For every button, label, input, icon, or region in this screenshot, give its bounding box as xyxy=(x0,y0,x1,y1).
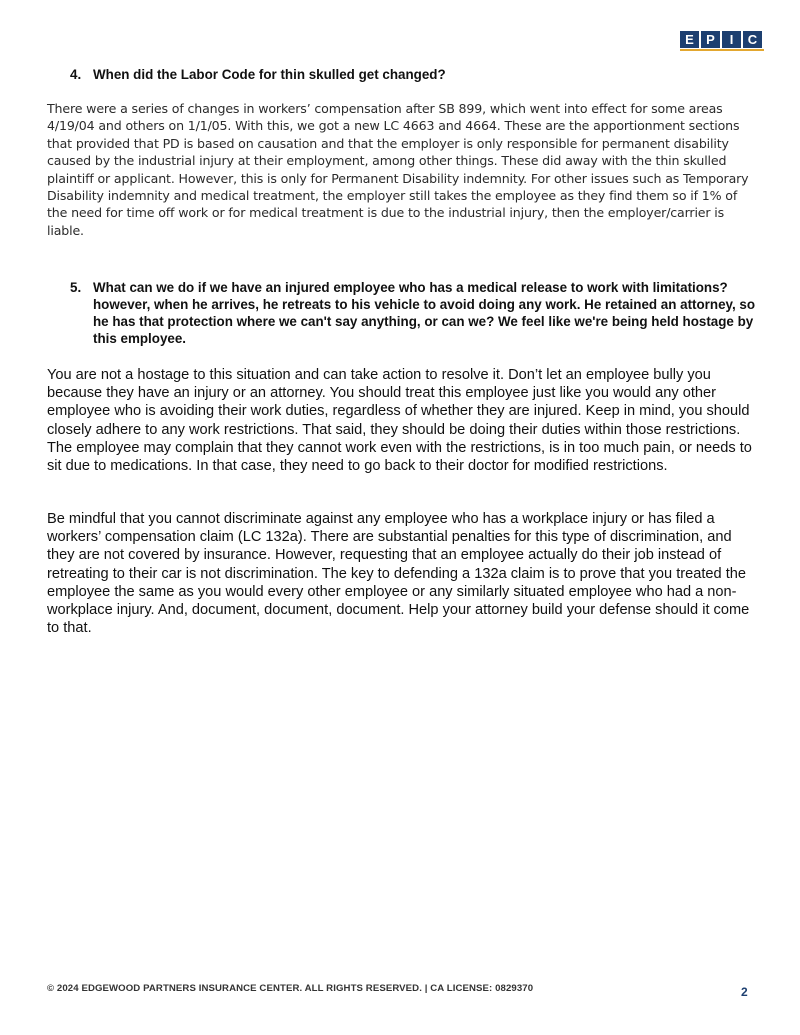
epic-logo xyxy=(680,31,762,48)
footer-copyright: © 2024 EDGEWOOD PARTNERS INSURANCE CENTER. ALL RIGHTS RESERVED. | CA LICENSE: 0829370 xyxy=(47,983,534,994)
logo-letter-e: E xyxy=(680,31,699,48)
logo-letter-i: I xyxy=(722,31,741,48)
question-5 xyxy=(70,279,760,347)
logo-letter-p: P xyxy=(701,31,720,48)
answer-5-paragraph-1: You are not a hostage to this situation and can take action to resolve it. Don’t let an employee bully you because they have an injury or an attorney. You should treat this employee just like you would any other employee who is avoiding their work duties, regardless of whether they are injured. Keep in mind, you should closely adhere to any work restrictions. That said, they should be doing their duties within those restrictions. The employee may complain that they cannot work even with the restrictions, is in too much pain, or needs to sit due to medications. In that case, they need to go back to their doctor for modified restrictions. xyxy=(47,367,752,475)
question-number: 5. xyxy=(70,280,82,295)
question-4 xyxy=(70,66,760,83)
logo-underline xyxy=(680,49,764,51)
question-text: What can we do if we have an injured employee who has a medical release to work with limitations? however, when he arrives, he retreats to his vehicle to avoid doing any work. He retained an attorney, so he has that protection where we can't say anything, or can we? We feel like we're being held hostage by this employee. xyxy=(93,280,756,346)
logo-letter-c: C xyxy=(743,31,762,48)
question-text: When did the Labor Code for thin skulled get changed? xyxy=(93,67,446,82)
answer-5-paragraph-2: Be mindful that you cannot discriminate against any employee who has a workplace injury or has filed a workers’ compensation claim (LC 132a). There are substantial penalties for this type of discrimination, and they are not covered by insurance. However, requesting that an employee actually do their job instead of retreating to their car is not discrimination. The key to defending a 132a claim is to prove that you treated the employee the same as you would every other employee or any similarly situated employee who had a non-workplace injury. And, document, document, document. Help your attorney build your defense should it come to that. xyxy=(47,511,750,637)
page-number: 2 xyxy=(741,985,748,999)
answer-4-paragraph: There were a series of changes in workers’ compensation after SB 899, which went into effect for some areas 4/19/04 and others on 1/1/05. With this, we got a new LC 4663 and 4664. These are the apportionment sections that provided that PD is based on causation and that the employer is only responsible for permanent disability caused by the industrial injury at their employment, among other things. These did away with the thin skulled plaintiff or applicant. However, this is only for Permanent Disability indemnity. For other issues such as Temporary Disability indemnity and medical treatment, the employer still takes the employee as they find them so if 1% of the need for time off work or for medical treatment is due to the industrial injury, then the employer/carrier is liable. xyxy=(47,101,749,238)
question-number: 4. xyxy=(70,67,82,82)
